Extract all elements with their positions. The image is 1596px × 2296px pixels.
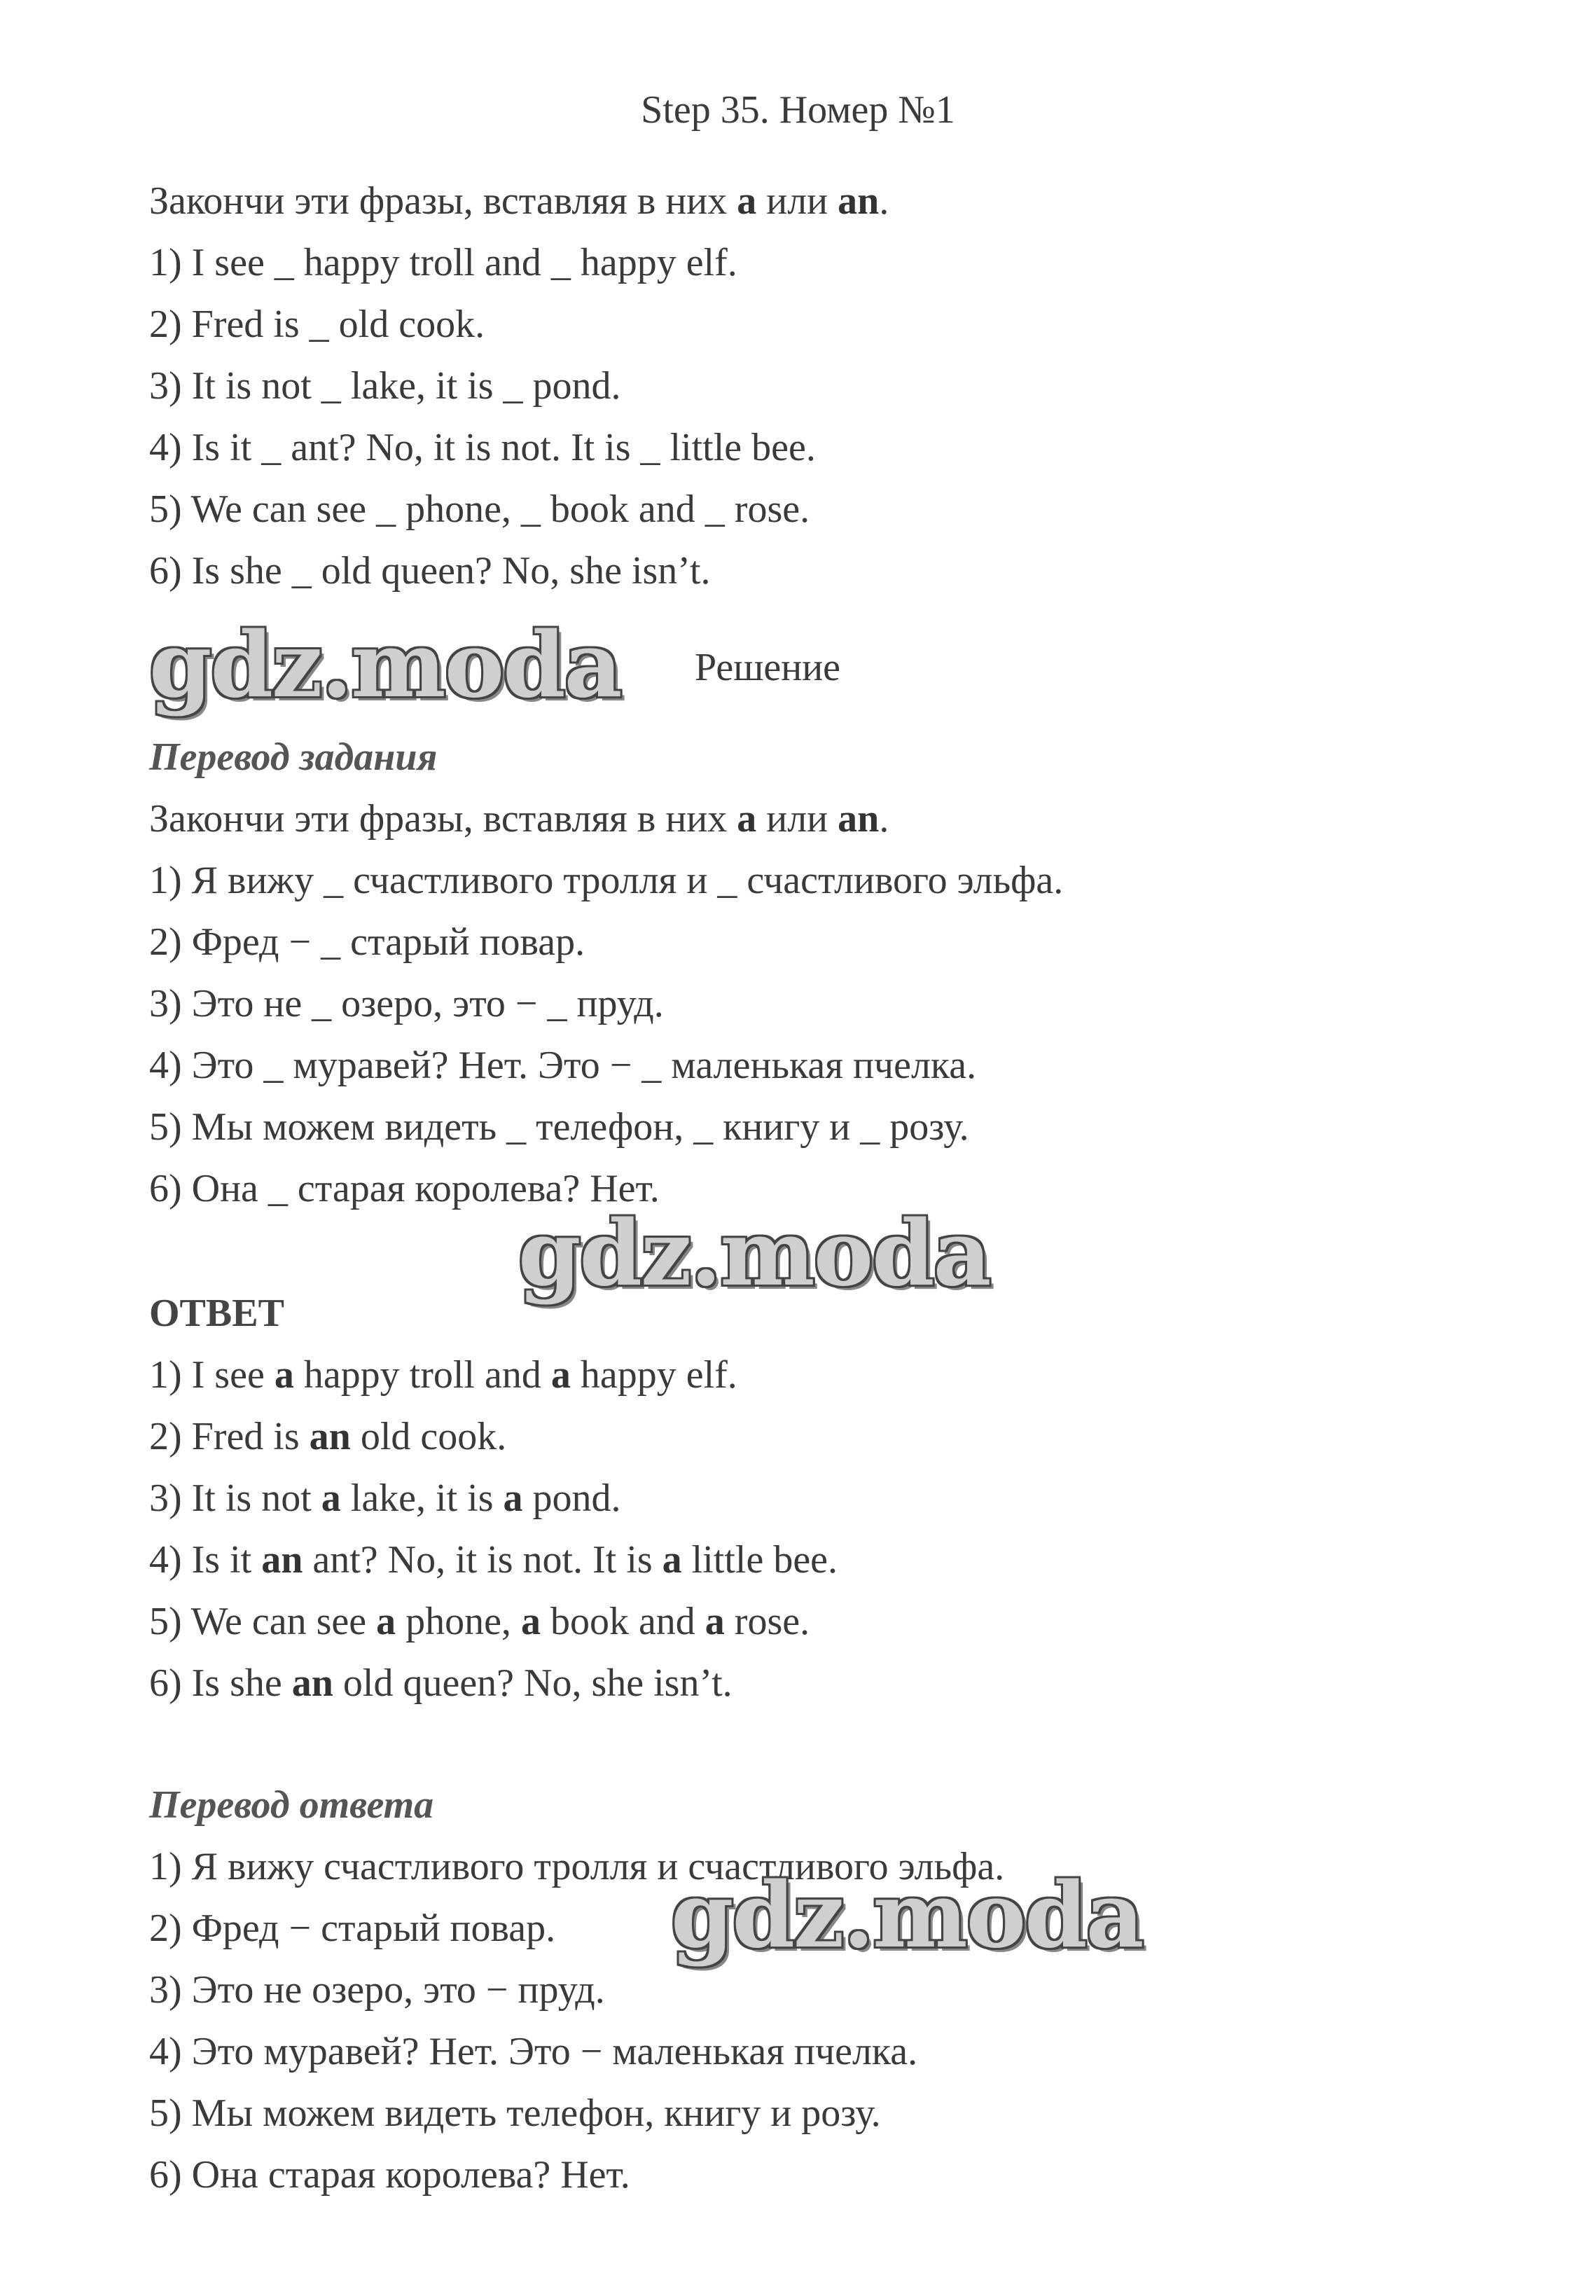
answer-translation-item: 6) Она старая королева? Нет. [149,2153,630,2197]
answer-item [149,1412,506,1461]
answer-article: a [321,1477,341,1520]
task-translation-instruction-text: Закончи эти фразы, вставляя в них [149,797,737,841]
task-translation-heading: Перевод задания [149,735,438,779]
task-item: 3) It is not _ lake, it is _ pond. [149,364,621,408]
answer-article: a [503,1477,523,1520]
answer-item [149,1659,733,1708]
answer-translation-heading: Перевод ответа [149,1783,434,1827]
page-title: Step 35. Номер №1 [641,88,955,132]
task-item: 6) Is she _ old queen? No, she isn’t. [149,549,711,593]
answer-item [149,1597,810,1646]
answer-text: 6) Is she [149,1661,292,1705]
task-translation-item: 5) Мы можем видеть _ телефон, _ книгу и _ розу. [149,1105,969,1149]
answer-article: an [309,1415,351,1458]
task-instruction-text: Закончи эти фразы, вставляя в них [149,179,737,223]
task-item: 4) Is it _ ant? No, it is not. It is _ little bee. [149,426,816,469]
task-translation-instruction-period: . [879,797,889,841]
answer-translation-item: 3) Это не озеро, это − пруд. [149,1968,605,2012]
task-instruction-or: или [756,179,838,223]
task-item: 2) Fred is _ old cook. [149,303,485,346]
answer-translation-item: 5) Мы можем видеть телефон, книгу и розу. [149,2091,881,2135]
answer-text: pond. [522,1477,621,1520]
task-translation-instruction [149,794,889,843]
answer-translation-item: 1) Я вижу счастливого тролля и счастливого эльфа. [149,1845,1005,1888]
task-item: 5) We can see _ phone, _ book and _ rose. [149,487,810,531]
answer-text: lake, it is [340,1477,504,1520]
solution-label: Решение [695,646,841,689]
task-instruction-period: . [879,179,889,223]
answer-article: an [261,1538,303,1582]
answer-translation-item: 4) Это муравей? Нет. Это − маленькая пчелка. [149,2030,918,2073]
answer-article: a [550,1353,571,1397]
answer-heading: ОТВЕТ [149,1292,284,1335]
answer-article: an [291,1661,333,1705]
task-translation-instruction-an: an [838,797,880,841]
answer-article: a [274,1353,294,1397]
answer-text: 2) Fred is [149,1415,310,1458]
answer-item [149,1350,737,1399]
task-instruction-an: an [838,179,880,223]
task-translation-item: 2) Фред − _ старый повар. [149,920,585,964]
answer-article: a [376,1600,396,1643]
task-translation-item: 1) Я вижу _ счастливого тролля и _ счастливого эльфа. [149,859,1064,902]
answer-item [149,1535,838,1584]
answer-text: 4) Is it [149,1538,262,1582]
answer-translation-item: 2) Фред − старый повар. [149,1907,556,1950]
task-translation-instruction-a: a [737,797,757,841]
task-instruction [149,177,889,226]
answer-text: happy troll and [293,1353,551,1397]
task-translation-item: 6) Она _ старая королева? Нет. [149,1167,660,1210]
task-instruction-a: a [737,179,757,223]
answer-text: old cook. [350,1415,507,1458]
answer-text: 5) We can see [149,1600,377,1643]
watermark-logo: gdz.moda [149,613,621,718]
answer-article: a [662,1538,682,1582]
answer-text: 3) It is not [149,1477,321,1520]
answer-text: rose. [724,1600,810,1643]
task-translation-item: 3) Это не _ озеро, это − _ пруд. [149,982,664,1025]
task-item: 1) I see _ happy troll and _ happy elf. [149,241,737,284]
watermark-logo: gdz.moda [671,1863,1143,1968]
answer-text: book and [540,1600,705,1643]
task-translation-instruction-or: или [756,797,838,841]
answer-article: a [520,1600,541,1643]
answer-text: phone, [396,1600,521,1643]
answer-text: happy elf. [570,1353,737,1397]
answer-text: little bee. [681,1538,838,1582]
task-translation-item: 4) Это _ муравей? Нет. Это − _ маленькая пчелка. [149,1044,977,1087]
answer-item [149,1474,621,1523]
answer-article: a [705,1600,725,1643]
answer-text: 1) I see [149,1353,275,1397]
watermark-logo: gdz.moda [518,1201,990,1306]
answer-text: ant? No, it is not. It is [303,1538,662,1582]
answer-text: old queen? No, she isn’t. [333,1661,733,1705]
